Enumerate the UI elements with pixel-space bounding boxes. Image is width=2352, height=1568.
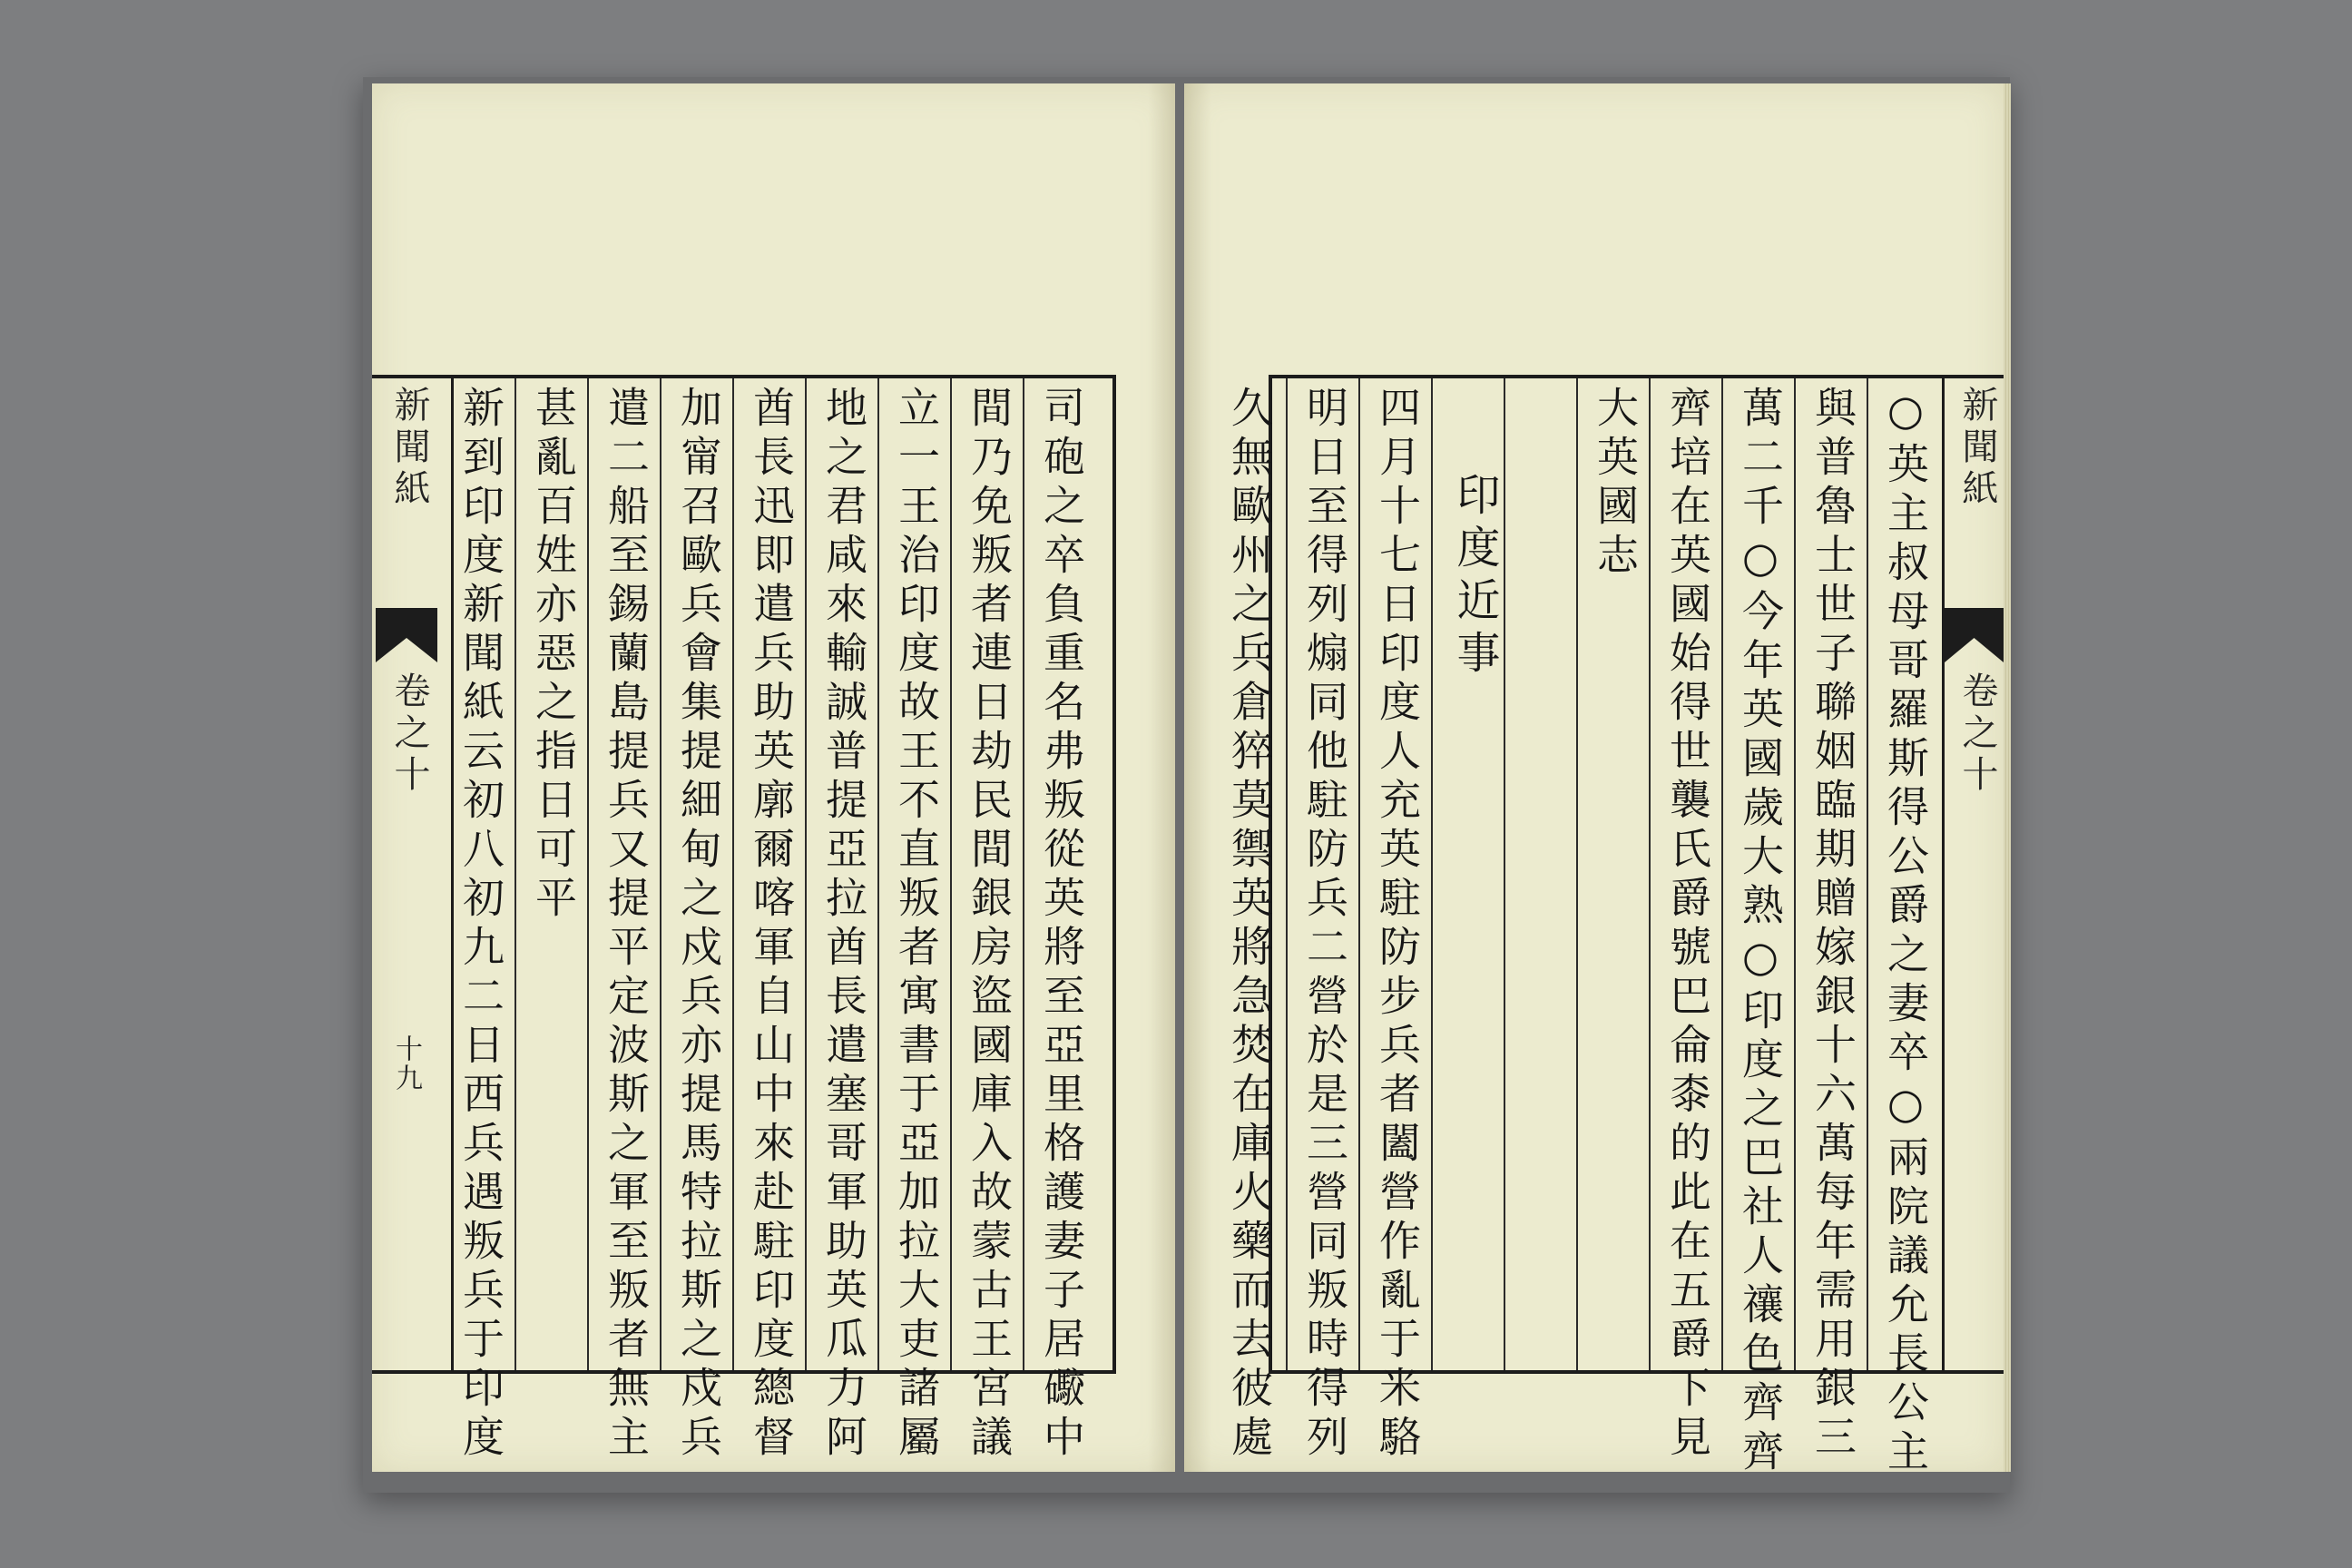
left-column-5: 酋長迅即遣兵助英廓爾喀軍自山中來赴駐印度總督	[747, 386, 796, 1464]
left-center-volume: 卷之十	[388, 671, 430, 797]
right-center-band	[1942, 378, 2004, 1370]
left-column-1: 司砲之卒負重名弗叛從英將至亞里格護妻子居礮中	[1037, 386, 1086, 1464]
right-column-1: ○英主叔母哥羅斯得公爵之妻卒○兩院議允長公主	[1881, 386, 1930, 1478]
left-center-title: 新聞紙	[388, 386, 430, 511]
right-center-title: 新聞紙	[1956, 386, 1998, 511]
left-folio: 十九	[390, 1034, 422, 1093]
right-column-2: 與普魯士世子聯姻臨期贈嫁銀十六萬每年需用銀三	[1808, 386, 1857, 1464]
left-column-9: 新到印度新聞紙云初八初九二日西兵遇叛兵于印度	[456, 386, 505, 1464]
left-column-8: 甚亂百姓亦惡之指日可平	[529, 386, 578, 925]
section-heading: 印度近事	[1449, 472, 1500, 682]
left-column-3: 立一王治印度故王不直叛者寓書于亞加拉大吏諸屬	[892, 386, 941, 1464]
left-column-7: 遣二船至錫蘭島提兵又提平定波斯之軍至叛者無主	[602, 386, 651, 1464]
right-column-8: 四月十七日印度人充英駐防步兵者闔營作亂于米駱	[1373, 386, 1422, 1464]
right-column-10	[1272, 386, 1286, 1361]
left-column-2: 間乃免叛者連日劫民間銀房盜國庫入故蒙古王宮議	[965, 386, 1014, 1464]
right-column-9: 明日至得列煽同他駐防兵二營於是三營同叛時得列	[1300, 386, 1349, 1464]
right-column-5: 大英國志	[1591, 386, 1640, 582]
right-column-rule	[1286, 378, 1288, 1370]
page-edge	[2004, 83, 2011, 1472]
right-column-rule	[1576, 378, 1578, 1370]
right-column-3: 萬二千○今年英國歲大熟○印度之巴社人禳色齊齊	[1736, 386, 1785, 1478]
right-column-4: 齊培在英國始得世襲氏爵號巴侖桼的此在五爵下見	[1663, 386, 1712, 1464]
left-column-6: 加甯召歐兵會集提細甸之戍兵亦提馬特拉斯之戍兵	[674, 386, 723, 1464]
left-column-4: 地之君咸來輸誠普提亞拉酋長遣塞哥軍助英瓜力阿	[819, 386, 868, 1464]
right-center-volume: 卷之十	[1956, 671, 1998, 797]
left-center-rule	[376, 378, 454, 1370]
